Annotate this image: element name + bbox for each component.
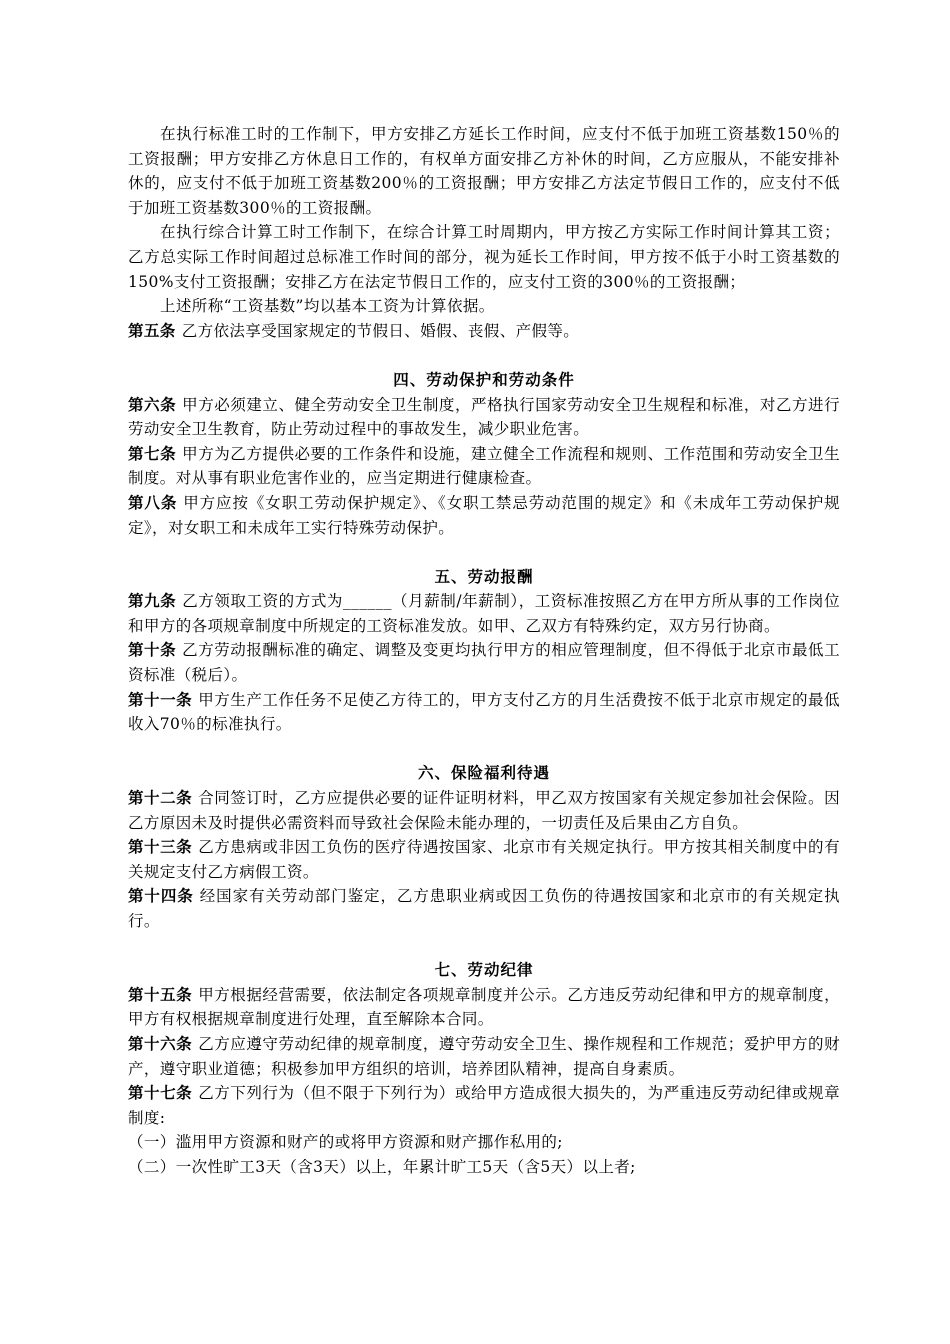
article-11 (128, 688, 840, 737)
article-number: 第十一条 (128, 689, 193, 709)
article-16 (128, 1032, 840, 1081)
article-text: 甲方必须建立、健全劳动安全卫生制度，严格执行国家劳动安全卫生规程和标准，对乙方进行劳动安全卫生教育，防止劳动过程中的事故发生，减少职业危害。 (128, 395, 841, 439)
section-heading-discipline: 七、劳动纪律 (434, 960, 534, 980)
article-number: 第五条 (128, 320, 176, 340)
article-number: 第八条 (128, 492, 178, 512)
article-15 (128, 983, 840, 1032)
article-number: 第十六条 (128, 1033, 193, 1053)
article-6 (128, 393, 840, 442)
article-number: 第十三条 (128, 837, 193, 857)
article-number: 第六条 (128, 394, 177, 414)
article-text: 甲方生产工作任务不足使乙方待工的，甲方支付乙方的月生活费按不低于北京市规定的最低收入70％的标准执行。 (128, 690, 840, 734)
article-text: 合同签订时，乙方应提供必要的证件证明材料，甲乙双方按国家有关规定参加社会保险。因乙方原因未及时提供必需资料而导致社会保险未能办理的，一切责任及后果由乙方自负。 (128, 789, 840, 832)
list-item: （二）一次性旷工3天（含3天）以上，年累计旷工5天（含5天）以上者; (128, 1157, 636, 1176)
article-13 (128, 835, 840, 884)
article-12 (128, 786, 840, 835)
article-number: 第十五条 (128, 984, 193, 1004)
article-14 (128, 884, 840, 933)
list-item: （一）滥用甲方资源和财产的或将甲方资源和财产挪作私用的; (128, 1133, 563, 1152)
article-7 (128, 442, 840, 491)
article-text: 乙方患病或非因工负伤的医疗待遇按国家、北京市有关规定执行。甲方按其相关制度中的有关规定支付乙方病假工资。 (128, 838, 840, 881)
article-text: 甲方应按《女职工劳动保护规定》、《女职工禁忌劳动范围的规定》和《未成年工劳动保护规定》，对女职工和未成年工实行特殊劳动保护。 (128, 493, 841, 537)
article-text: 经国家有关劳动部门鉴定，乙方患职业病或因工负伤的待遇按国家和北京市的有关规定执行。 (128, 887, 840, 930)
article-text: 乙方领取工资的方式为______（月薪制/年薪制），工资标准按照乙方在甲方所从事的工作岗位和甲方的各项规章制度中所规定的工资标准发放。如甲、乙双方有特殊约定，双方另行协商。 (128, 592, 840, 635)
article-number: 第十条 (128, 640, 177, 660)
article-8 (128, 491, 840, 540)
article-text: 乙方劳动报酬标准的确定、调整及变更均执行甲方的相应管理制度，但不得低于北京市最低工资标准（税后）。 (128, 641, 841, 685)
article-5 (128, 319, 840, 344)
section-heading-labor-protection: 四、劳动保护和劳动条件 (393, 369, 575, 389)
article-10 (128, 638, 840, 687)
article-number: 第九条 (128, 591, 177, 611)
section-heading-remuneration: 五、劳动报酬 (434, 566, 534, 586)
section-heading-insurance: 六、保险福利待遇 (417, 763, 550, 783)
article-text: 甲方为乙方提供必要的工作条件和设施，建立健全工作流程和规则、工作范围和劳动安全卫生制度。对从事有职业危害作业的，应当定期进行健康检查。 (128, 444, 841, 488)
document-page (128, 122, 840, 1180)
article-text: 乙方下列行为（但不限于下列行为）或给甲方造成很大损失的，为严重违反劳动纪律或规章制度: (128, 1084, 840, 1127)
article-text: 乙方依法享受国家规定的节假日、婚假、丧假、产假等。 (181, 321, 580, 340)
article-text: 乙方应遵守劳动纪律的规章制度，遵守劳动安全卫生、操作规程和工作规范；爱护甲方的财产，遵守职业道德；积极参加甲方组织的培训，培养团队精神，提高自身素质。 (128, 1034, 840, 1078)
article-number: 第七条 (128, 443, 177, 463)
article-text: 甲方根据经营需要，依法制定各项规章制度并公示。乙方违反劳动纪律和甲方的规章制度，甲方有权根据规章制度进行处理，直至解除本合同。 (128, 985, 840, 1029)
article-17 (128, 1081, 840, 1130)
article-number: 第十七条 (128, 1083, 193, 1103)
article-number: 第十四条 (128, 886, 194, 906)
article-9 (128, 589, 840, 638)
overtime-standard-paragraph: 在执行标准工时的工作制下，甲方安排乙方延长工作时间，应支付不低于加班工资基数150％的工资报酬；甲方安排乙方休息日工作的，有权单方面安排乙方补休的时间，乙方应服从，不能安排补休的，应支付不低于加班工资基数200％的工资报酬；甲方安排乙方法定节假日工作的，应支付不低于加班工资基数300％的工资报酬。 (128, 125, 840, 217)
overtime-comprehensive-paragraph: 在执行综合计算工时工作制下，在综合计算工时周期内，甲方按乙方实际工作时间计算其工资；乙方总实际工作时间超过总标准工作时间的部分，视为延长工作时间，甲方按不低于小时工资基数的150%支付工资报酬；安排乙方在法定节假日工作的，应支付工资的300％的工资报酬； (128, 223, 840, 291)
wage-base-note: 上述所称“工资基数”均以基本工资为计算依据。 (160, 297, 495, 316)
article-number: 第十二条 (128, 788, 193, 808)
